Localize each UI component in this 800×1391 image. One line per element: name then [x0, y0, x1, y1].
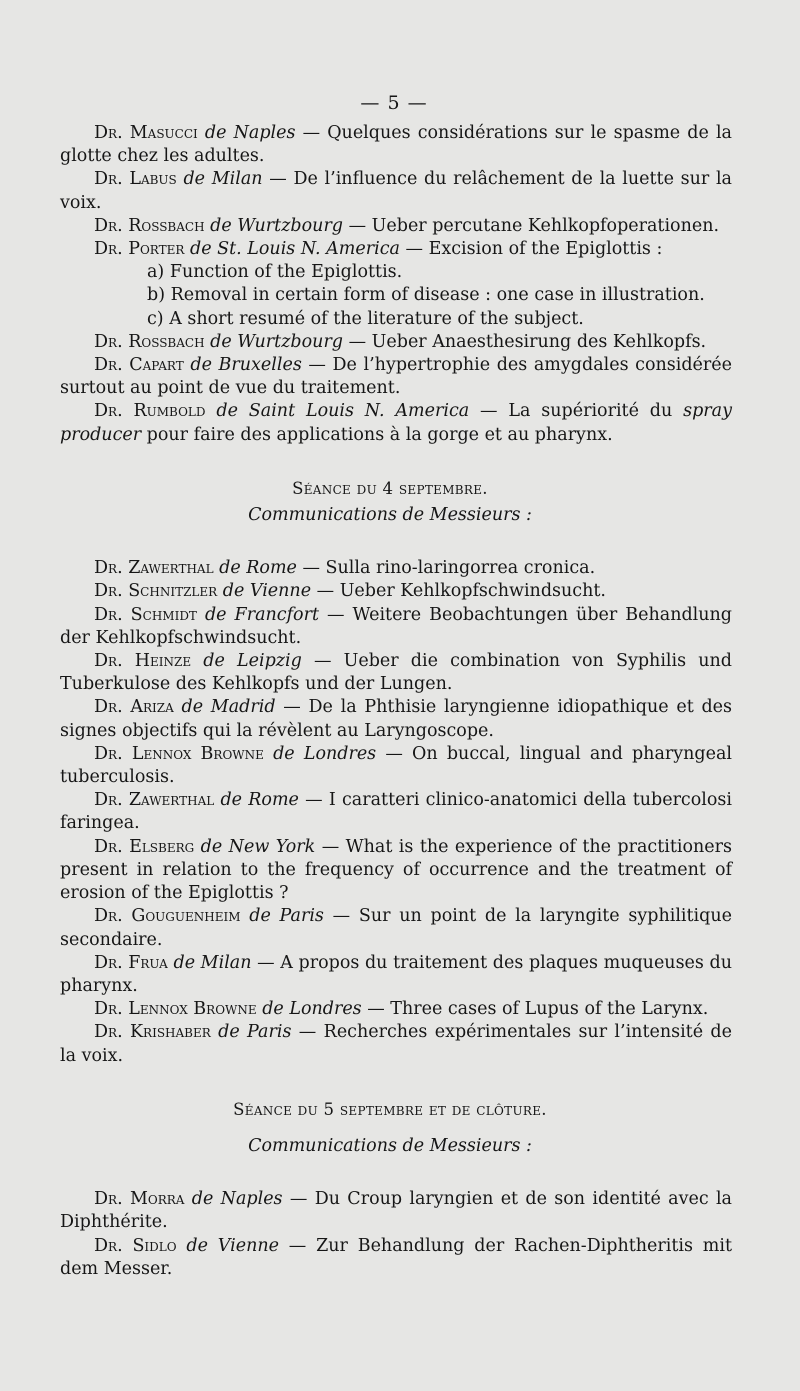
author-name: Dr. Frua	[94, 952, 168, 973]
entry-paragraph	[60, 354, 732, 400]
author-name: Dr. Rossbach	[94, 215, 205, 236]
entry-paragraph	[60, 998, 732, 1021]
paper-title: — Ueber die combination von Syphilis und Tuberkulose des Kehlkopfs und der Lungen.	[60, 651, 732, 695]
paper-title: — Zur Behandlung der Rachen-Diphtheritis mit dem Messer.	[60, 1235, 732, 1279]
entry-paragraph	[60, 1188, 732, 1234]
author-name: Dr. Gouguenheim	[94, 906, 241, 927]
section-subheading: Communications de Messieurs :	[248, 1135, 532, 1156]
author-name: Dr. Sidlo	[94, 1235, 177, 1256]
author-name: Dr. Schmidt	[94, 604, 197, 625]
author-name: Dr. Zawerthal	[94, 558, 214, 579]
paper-title: — Excision of the Epiglottis :	[399, 239, 663, 260]
author-city: de Paris	[210, 1022, 292, 1043]
author-name: Dr. Labus	[94, 169, 177, 190]
author-name: Dr. Lennox Browne	[94, 743, 264, 764]
paper-title: — On buccal, lingual and pharyngeal tuberculosis.	[60, 743, 732, 788]
entry-paragraph	[60, 557, 732, 580]
paper-title: — Ueber Kehlkopfschwindsucht.	[311, 581, 606, 602]
paper-title: — Sulla rino-laringorrea cronica.	[296, 558, 596, 579]
author-city: de New York	[194, 836, 316, 857]
entry-paragraph	[60, 696, 732, 742]
section-subheading: Communications de Messieurs :	[248, 505, 532, 526]
entry-paragraph	[60, 1021, 732, 1067]
paper-title: — Sur un point de la laryngite syphilitique secondaire.	[60, 906, 732, 950]
paper-title: — De l’influence du relâchement de la luette sur la voix.	[60, 169, 732, 213]
author-city: de Saint Louis N. America	[205, 401, 470, 422]
entry-paragraph	[60, 580, 732, 603]
paper-title-italic: spray producer	[60, 401, 732, 445]
entry-paragraph	[60, 400, 732, 446]
entry-paragraph	[60, 836, 732, 906]
author-city: de Milan	[167, 952, 252, 973]
entry-paragraph	[60, 650, 732, 696]
paper-title: — I caratteri clinico-anatomici della tubercolosi faringea.	[60, 790, 732, 834]
author-city: de Wurtzbourg	[204, 331, 344, 352]
entry-paragraph	[60, 789, 732, 835]
entry-paragraph	[60, 743, 732, 789]
author-city: de Londres	[263, 743, 377, 764]
section-heading: Séance du 5 septembre et de clôture.	[233, 1099, 547, 1119]
paper-title: — La supériorité du	[469, 401, 684, 422]
author-name: Dr. Rossbach	[94, 331, 205, 352]
author-name: Dr. Ariza	[94, 697, 174, 718]
paper-title: — De l’hypertrophie des amygdales considérée surtout au point de vue du traitement.	[60, 355, 732, 399]
author-name: Dr. Heinze	[94, 651, 192, 672]
paper-title: — Three cases of Lupus of the Larynx.	[361, 999, 709, 1020]
entry-paragraph	[60, 604, 732, 650]
paper-title: — De la Phthisie laryngienne idiopathique et des signes objectifs qui la révèlent au Laryngoscope.	[60, 697, 733, 741]
author-name: Dr. Porter	[94, 239, 185, 260]
sub-item: c) A short resumé of the literature of the subject.	[147, 308, 584, 329]
sub-item: a) Function of the Epiglottis.	[147, 262, 403, 283]
page-number: — 5 —	[360, 92, 428, 114]
author-city: de Rome	[213, 558, 297, 579]
author-name: Dr. Lennox Browne	[94, 999, 257, 1020]
author-city: de Vienne	[217, 581, 312, 602]
section-heading: Séance du 4 septembre.	[292, 478, 488, 498]
author-city: de Bruxelles	[183, 355, 302, 376]
entry-paragraph	[60, 215, 732, 238]
entry-paragraph	[60, 122, 732, 168]
entry-paragraph	[60, 905, 732, 951]
paper-title: — What is the experience of the practitioners present in relation to the frequency of occurrence and the treatment of erosion of the Epiglottis ?	[60, 836, 732, 904]
paper-title: — Ueber percutane Kehlkopfoperationen.	[343, 215, 720, 236]
entry-paragraph	[60, 331, 732, 354]
author-city: de Naples	[197, 123, 296, 143]
entry-paragraph	[60, 238, 732, 261]
paper-title: — Quelques considérations sur le spasme de la glotte chez les adultes.	[60, 123, 732, 167]
paper-title: — Ueber Anaesthesirung des Kehlkopfs.	[343, 331, 707, 352]
entry-paragraph	[60, 168, 732, 214]
paper-title: — A propos du traitement des plaques muqueuses du pharynx.	[60, 952, 732, 996]
author-name: Dr. Krishaber	[94, 1022, 211, 1043]
author-city: de Rome	[214, 790, 299, 811]
paper-title: — Du Croup laryngien et de son identité avec la Diphthérite.	[60, 1189, 732, 1233]
author-name: Dr. Zawerthal	[94, 790, 215, 811]
author-city: de Francfort	[196, 604, 319, 625]
entry-paragraph	[60, 952, 732, 998]
body-text	[60, 122, 732, 1281]
author-city: de Naples	[184, 1189, 283, 1210]
author-name: Dr. Morra	[94, 1189, 185, 1210]
entry-paragraph	[60, 1235, 732, 1281]
sub-item: b) Removal in certain form of disease : one case in illustration.	[147, 285, 705, 306]
author-name: Dr. Rumbold	[94, 401, 206, 422]
author-name: Dr. Elsberg	[94, 836, 195, 857]
author-name: Dr. Masucci	[94, 123, 198, 143]
paper-title: — Weitere Beobachtungen über Behandlung der Kehlkopfschwindsucht.	[60, 604, 733, 648]
paper-title: pour faire des applications à la gorge et au pharynx.	[141, 424, 613, 445]
author-city: de Milan	[176, 169, 263, 190]
author-name: Dr. Schnitzler	[94, 581, 218, 602]
author-city: de Wurtzbourg	[204, 215, 344, 236]
paper-title: — Recherches expérimentales sur l’intensité de la voix.	[60, 1022, 732, 1066]
author-city: de Madrid	[173, 697, 276, 718]
author-city: de Vienne	[176, 1235, 279, 1256]
author-city: de Londres	[256, 999, 362, 1020]
author-city: de Leipzig	[191, 651, 302, 672]
author-name: Dr. Capart	[94, 355, 184, 376]
author-city: de St. Louis N. America	[184, 239, 400, 260]
author-city: de Paris	[240, 906, 324, 927]
